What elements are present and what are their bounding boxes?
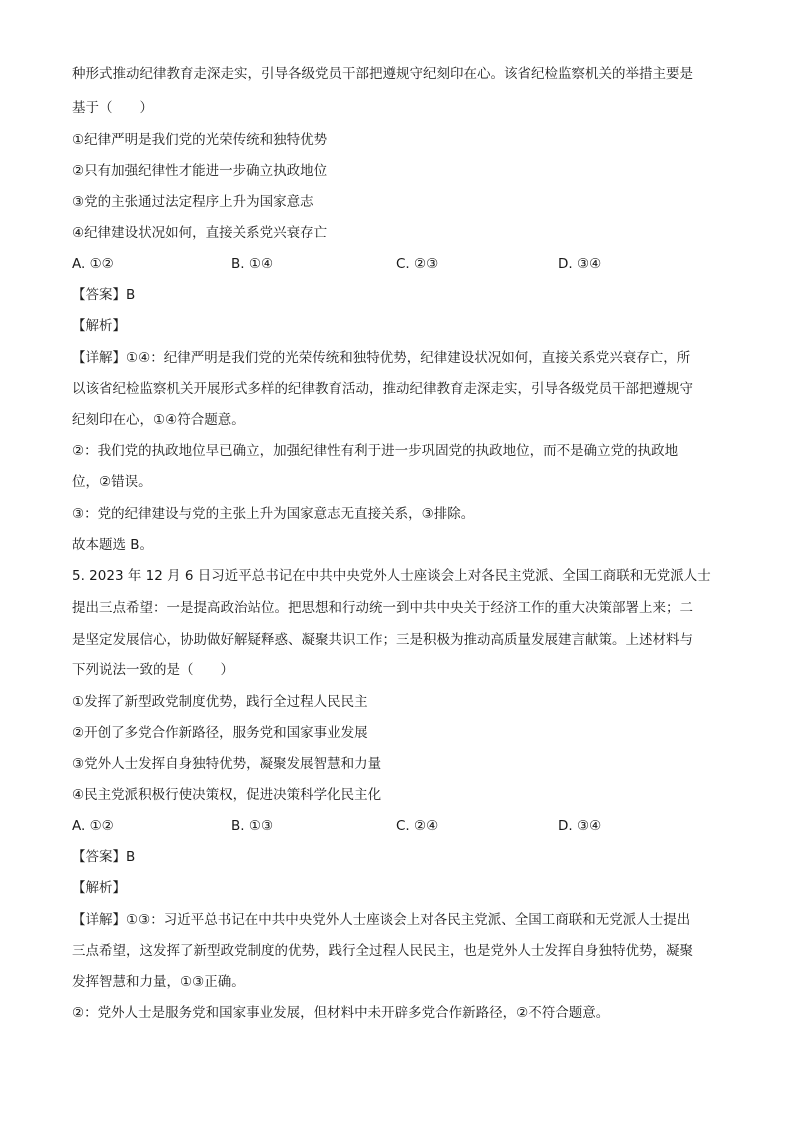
q5-statement-2: ②开创了多党合作新路径，服务党和国家事业发展 <box>72 725 368 741</box>
q4-detail-line-1: 【详解】①④：纪律严明是我们党的光荣传统和独特优势，纪律建设状况如何，直接关系党兴衰存亡，所 <box>72 350 691 366</box>
q5-detail-line-2: 三点希望，这发挥了新型政党制度的优势，践行全过程人民民主，也是党外人士发挥自身独特优势，凝聚 <box>72 943 693 959</box>
q5-option-a: A. ①② <box>72 818 114 834</box>
q5-detail-line-1: 【详解】①③：习近平总书记在中共中央党外人士座谈会上对各民主党派、全国工商联和无党派人士提出 <box>72 912 691 928</box>
q5-option-c: C. ②④ <box>396 818 439 834</box>
q4-detail-line-6: ③：党的纪律建设与党的主张上升为国家意志无直接关系，③排除。 <box>72 506 475 522</box>
q5-answer: 【答案】B <box>72 849 136 865</box>
q4-statement-4: ④纪律建设状况如何，直接关系党兴衰存亡 <box>72 225 328 241</box>
q4-statement-3: ③党的主张通过法定程序上升为国家意志 <box>72 194 314 210</box>
q5-option-d: D. ③④ <box>558 818 602 834</box>
q4-stem-line-2: 基于（ ） <box>72 100 153 116</box>
q5-analysis-heading: 【解析】 <box>72 880 126 896</box>
q4-analysis-heading: 【解析】 <box>72 318 126 334</box>
q5-statement-1: ①发挥了新型政党制度优势，践行全过程人民民主 <box>72 694 368 710</box>
q5-stem-line-4: 下列说法一致的是（ ） <box>72 662 234 678</box>
q5-statement-3: ③党外人士发挥自身独特优势，凝聚发展智慧和力量 <box>72 756 382 772</box>
q5-detail-line-3: 发挥智慧和力量，①③正确。 <box>72 974 245 990</box>
q4-detail-line-3: 纪刻印在心，①④符合题意。 <box>72 412 245 428</box>
q4-stem-line-1: 种形式推动纪律教育走深走实，引导各级党员干部把遵规守纪刻印在心。该省纪检监察机关的举措主要是 <box>72 66 693 82</box>
q5-detail-line-4: ②：党外人士是服务党和国家事业发展，但材料中未开辟多党合作新路径，②不符合题意。 <box>72 1005 610 1021</box>
q5-stem-line-2: 提出三点希望：一是提高政治站位。把思想和行动统一到中共中央关于经济工作的重大决策部署上来；二 <box>72 600 693 616</box>
q4-statement-1: ①纪律严明是我们党的光荣传统和独特优势 <box>72 132 328 148</box>
q4-option-a: A. ①② <box>72 256 114 272</box>
q5-statement-4: ④民主党派积极行使决策权，促进决策科学化民主化 <box>72 787 382 803</box>
q4-answer: 【答案】B <box>72 287 136 303</box>
q5-stem-line-3: 是坚定发展信心，协助做好解疑释惑、凝聚共识工作；三是积极为推动高质量发展建言献策。上述材料与 <box>72 632 693 648</box>
q4-option-c: C. ②③ <box>396 256 439 272</box>
q4-option-b: B. ①④ <box>231 256 274 272</box>
q4-detail-line-2: 以该省纪检监察机关开展形式多样的纪律教育活动，推动纪律教育走深走实，引导各级党员干部把遵规守 <box>72 381 693 397</box>
q4-detail-line-7: 故本题选 B。 <box>72 537 154 553</box>
q5-stem-line-1: 5. 2023 年 12 月 6 日习近平总书记在中共中央党外人士座谈会上对各民主党派、全国工商联和无党派人士 <box>72 568 711 584</box>
q4-detail-line-4: ②：我们党的执政地位早已确立，加强纪律性有利于进一步巩固党的执政地位，而不是确立党的执政地 <box>72 443 679 459</box>
q5-option-b: B. ①③ <box>231 818 274 834</box>
q4-statement-2: ②只有加强纪律性才能进一步确立执政地位 <box>72 163 328 179</box>
q4-option-d: D. ③④ <box>558 256 602 272</box>
q4-detail-line-5: 位，②错误。 <box>72 474 152 490</box>
